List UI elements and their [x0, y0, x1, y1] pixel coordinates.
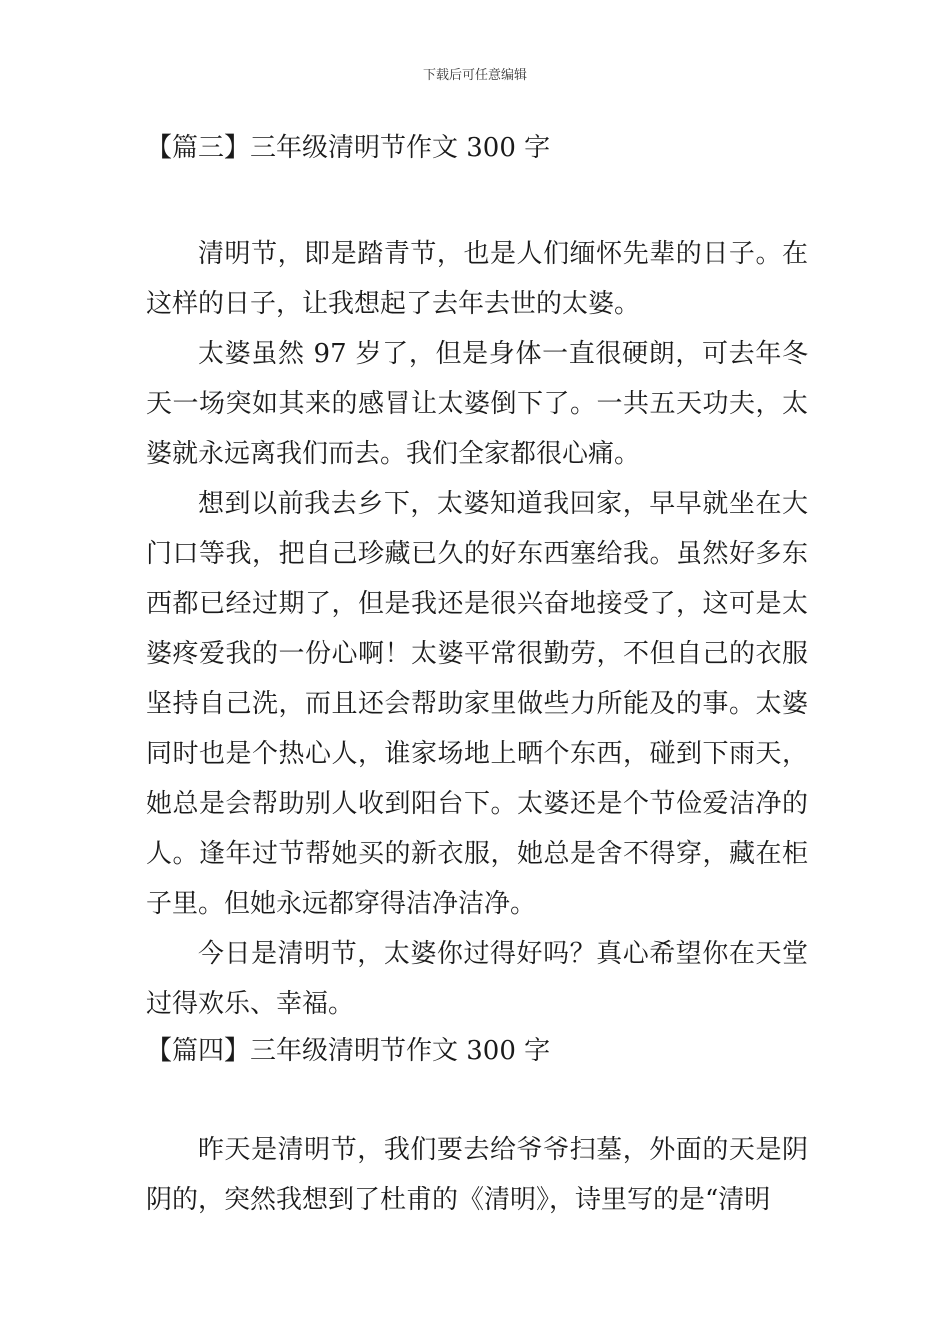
section-title-3: 【篇三】三年级清明节作文 300 字 — [146, 133, 551, 163]
document-body — [146, 126, 808, 1225]
paragraph: 太婆虽然 97 岁了，但是身体一直很硬朗，可去年冬天一场突如其来的感冒让太婆倒下了。一共五天功夫，太婆就永远离我们而去。我们全家都很心痛。 — [146, 339, 808, 469]
spacer — [146, 1073, 808, 1125]
section-title-4: 【篇四】三年级清明节作文 300 字 — [146, 1036, 551, 1066]
paragraph: 清明节，即是踏青节，也是人们缅怀先辈的日子。在这样的日子，让我想起了去年去世的太婆。 — [146, 239, 808, 319]
paragraph: 想到以前我去乡下，太婆知道我回家，早早就坐在大门口等我，把自己珍藏已久的好东西塞给我。虽然好多东西都已经过期了，但是我还是很兴奋地接受了，这可是太婆疼爱我的一份心啊！太婆平常很勤劳，不但自己的衣服坚持自己洗，而且还会帮助家里做些力所能及的事。太婆同时也是个热心人，谁家场地上晒个东西，碰到下雨天，她总是会帮助别人收到阳台下。太婆还是个节俭爱洁净的人。逢年过节帮她买的新衣服，她总是舍不得穿，藏在柜子里。但她永远都穿得洁净洁净。 — [146, 489, 808, 919]
paragraph: 今日是清明节，太婆你过得好吗？真心希望你在天堂过得欢乐、幸福。 — [146, 939, 808, 1019]
paragraph: 昨天是清明节，我们要去给爷爷扫墓，外面的天是阴阴的，突然我想到了杜甫的《清明》，诗里写的是“清明 — [146, 1135, 808, 1215]
spacer — [146, 170, 808, 229]
header-note: 下载后可任意编辑 — [422, 68, 527, 83]
